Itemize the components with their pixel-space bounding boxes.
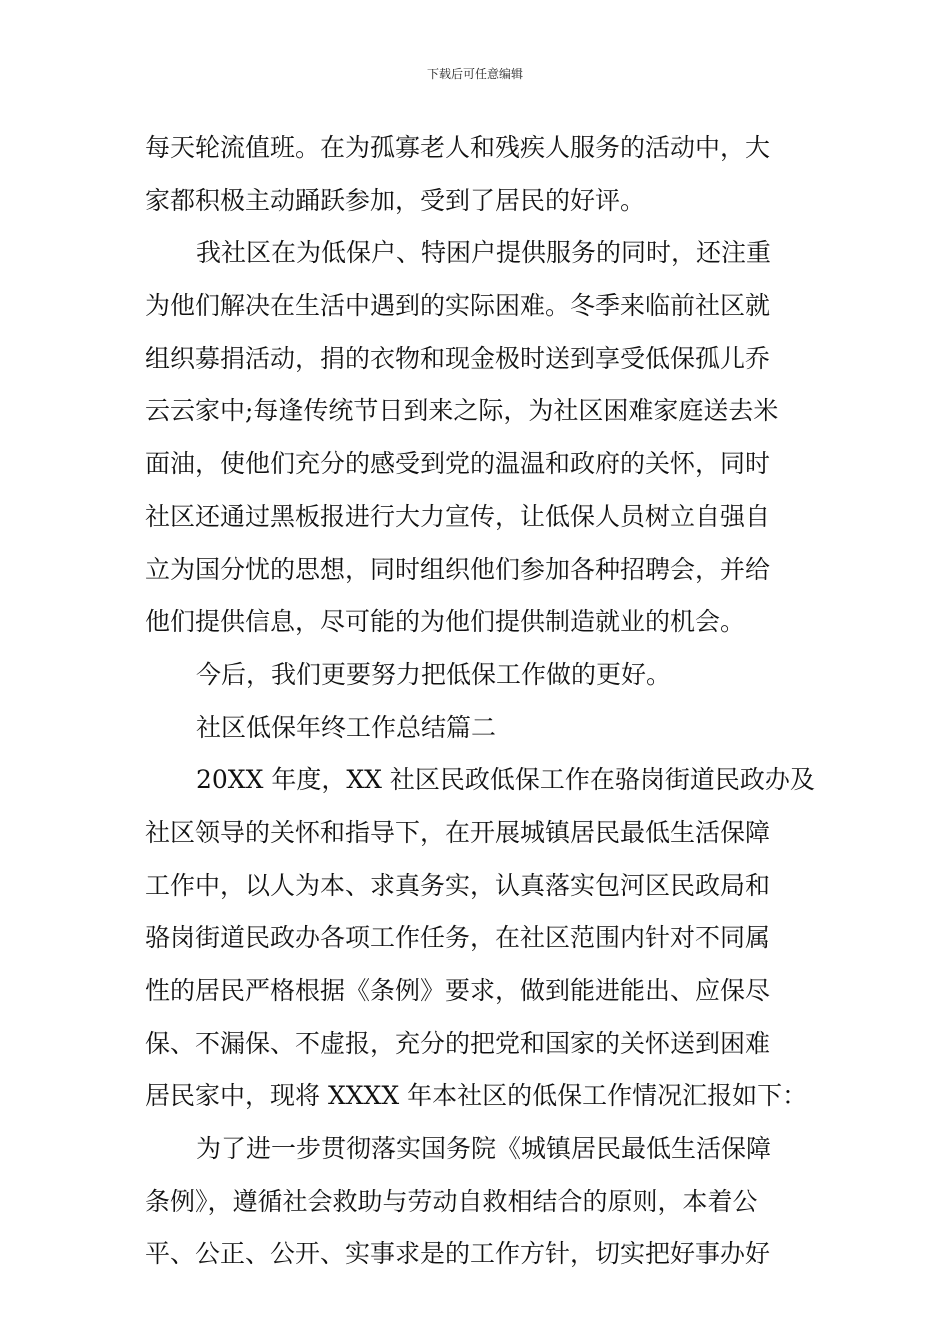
paragraph-first-line: 我社区在为低保户、特困户提供服务的同时，还注重 <box>196 238 772 268</box>
text-line: 骆岗街道民政办各项工作任务，在社区范围内针对不同属 <box>145 923 771 953</box>
document-body <box>145 122 815 1281</box>
text-line: 面油，使他们充分的感受到党的温温和政府的关怀，同时 <box>145 449 771 479</box>
text-line: 平、公正、公开、实事求是的工作方针，切实把好事办好 <box>145 1239 771 1269</box>
text-line: 保、不漏保、不虚报，充分的把党和国家的关怀送到困难 <box>145 1028 771 1058</box>
text-line: 家都积极主动踊跃参加，受到了居民的好评。 <box>145 185 646 215</box>
text-line: 为他们解决在生活中遇到的实际困难。冬季来临前社区就 <box>145 291 771 321</box>
paragraph-first-line: 为了进一步贯彻落实国务院《城镇居民最低生活保障 <box>196 1134 772 1164</box>
section-heading: 社区低保年终工作总结篇二 <box>196 712 497 742</box>
text-line: 每天轮流值班。在为孤寡老人和残疾人服务的活动中，大 <box>145 133 771 162</box>
page-header: 下载后可任意编辑 <box>426 67 523 81</box>
text-line: 云云家中;每逢传统节日到来之际，为社区困难家庭送去米 <box>145 396 779 426</box>
paragraph-first-line: 今后，我们更要努力把低保工作做的更好。 <box>196 659 672 689</box>
text-line: 居民家中，现将 XXXX 年本社区的低保工作情况汇报如下： <box>145 1081 808 1111</box>
text-line: 社区领导的关怀和指导下，在开展城镇居民最低生活保障 <box>145 817 771 847</box>
text-line: 立为国分忧的思想，同时组织他们参加各种招聘会，并给 <box>145 554 771 584</box>
text-line: 工作中，以人为本、求真务实，认真落实包河区民政局和 <box>145 870 771 900</box>
text-line: 性的居民严格根据《条例》要求，做到能进能出、应保尽 <box>145 976 771 1005</box>
text-line: 组织募捐活动，捐的衣物和现金极时送到享受低保孤儿乔 <box>145 343 771 373</box>
text-line: 条例》，遵循社会救助与劳动自救相结合的原则，本着公 <box>145 1186 758 1216</box>
text-line: 他们提供信息，尽可能的为他们提供制造就业的机会。 <box>145 607 746 637</box>
paragraph-first-line: 20XX 年度，XX 社区民政低保工作在骆岗街道民政办及 <box>196 765 815 795</box>
text-line: 社区还通过黑板报进行大力宣传，让低保人员树立自强自 <box>145 501 771 531</box>
